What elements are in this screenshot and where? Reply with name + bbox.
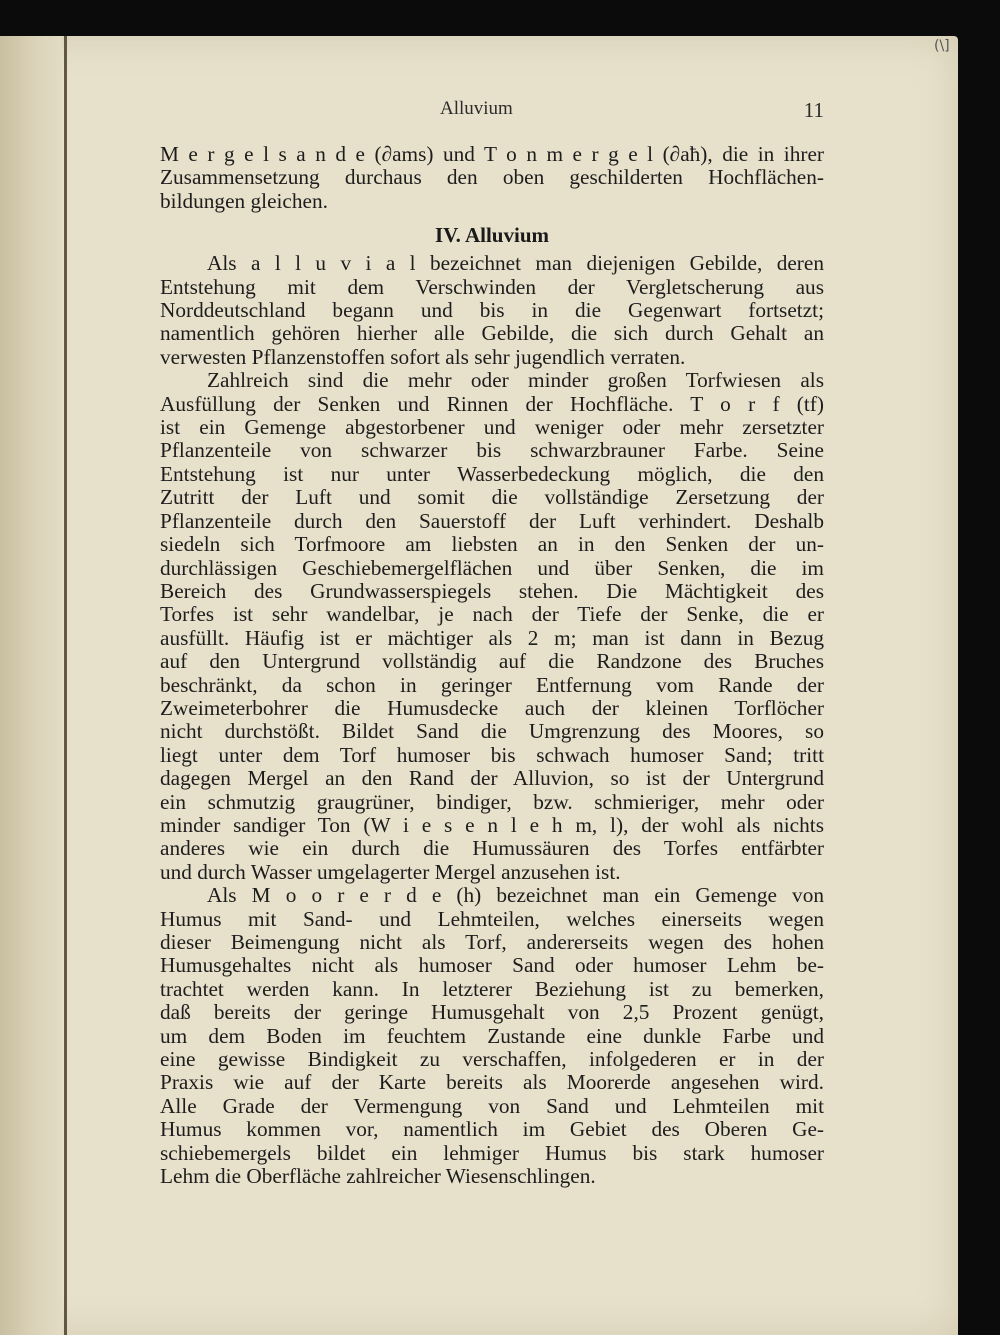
binding-edge [64,36,67,1335]
text-line: Als M o o r e r d e (h) bezeichnet man ein Gemenge von [207,883,824,908]
text-line: dagegen Mergel an den Rand der Alluvion, so ist der Untergrund [160,766,824,791]
text-line: beschränkt, da schon in geringer Entfernung vom Rande der [160,672,824,697]
text-line: Praxis wie auf der Karte bereits als Moorerde angesehen wird. [160,1070,824,1095]
page-header [160,98,824,122]
intro-text [160,143,824,213]
text-line: Humusgehaltes nicht als humoser Sand oder humoser Lehm be- [160,953,824,978]
text-line: liegt unter dem Torf humoser bis schwach humoser Sand; tritt [160,742,824,767]
text-line: trachtet werden kann. In letzterer Beziehung ist zu bemerken, [160,976,824,1001]
text-line: und durch Wasser umgelagerter Mergel anzusehen ist. [160,859,621,884]
text-line: Bereich des Grundwasserspiegels stehen. Die Mächtigkeit des [160,578,824,603]
paragraph [160,369,824,884]
corner-mark: (\] [934,38,950,54]
text-line: Pflanzenteile von schwarzer bis schwarzbrauner Farbe. Seine [160,438,824,463]
text-line: durchlässigen Geschiebemergelflächen und über Senken, die im [160,555,824,580]
text-line: bildungen gleichen. [160,188,328,213]
text-line: M e r g e l s a n d e (∂ams) und T o n m e r g e l (∂aħ), die in ihrer [160,142,824,166]
text-line: nicht durchstößt. Bildet Sand die Umgrenzung des Moores, so [160,719,824,744]
text-line: eine gewisse Bindigkeit zu verschaffen, infolgederen er in der [160,1047,824,1072]
page-content [160,143,824,1188]
running-title: Alluvium [440,98,513,119]
text-line: anderes wie ein durch die Humussäuren des Torfes entfärbter [160,836,824,861]
text-line: Torfes ist sehr wandelbar, je nach der Tiefe der Senke, die er [160,602,824,627]
text-line: ist ein Gemenge abgestorbener und weniger oder mehr zersetzter [160,415,824,440]
text-line: Pflanzenteile durch den Sauerstoff der Luft verhindert. Deshalb [160,508,824,533]
section-body [160,252,824,1188]
text-line: siedeln sich Torfmoore am liebsten an in den Senken der un- [160,532,824,557]
text-line: Alle Grade der Vermengung von Sand und Lehmteilen mit [160,1093,824,1118]
page-number: 11 [803,98,824,122]
text-line: dieser Beimengung nicht als Torf, andererseits wegen des hohen [160,930,824,954]
section-heading: IV. Alluvium [435,223,549,248]
text-line: Zutritt der Luft und somit die vollständige Zersetzung der [160,485,824,510]
text-line: Humus kommen vor, namentlich im Gebiet des Oberen Ge- [160,1117,824,1142]
book-page [0,36,958,1335]
book-gutter [0,36,62,1335]
text-line: Entstehung ist nur unter Wasserbedeckung möglich, die den [160,461,824,486]
text-line: verwesten Pflanzenstoffen sofort als sehr jugendlich verraten. [160,344,686,369]
text-line: Entstehung mit dem Verschwinden der Vergletscherung aus [160,274,824,299]
text-line: Zusammensetzung durchaus den oben geschilderten Hochflächen- [160,165,824,190]
text-line: Norddeutschland begann und bis in die Gegenwart fortsetzt; [160,298,824,323]
text-line: namentlich gehören hierher alle Gebilde, die sich durch Gehalt an [160,321,824,346]
text-line: Humus mit Sand- und Lehmteilen, welches einerseits wegen [160,906,824,931]
text-line: Lehm die Oberfläche zahlreicher Wiesenschlingen. [160,1164,596,1189]
text-line: ausfüllt. Häufig ist er mächtiger als 2 m; man ist dann in Bezug [160,625,824,650]
text-line: schiebemergels bildet ein lehmiger Humus bis stark humoser [160,1140,824,1165]
text-line: Zahlreich sind die mehr oder minder großen Torfwiesen als [207,368,824,393]
text-line: Als a l l u v i a l bezeichnet man diejenigen Gebilde, deren [207,251,824,276]
text-line: Zweimeterbohrer die Humusdecke auch der kleinen Torflöcher [160,695,824,720]
text-line: Ausfüllung der Senken und Rinnen der Hochfläche. T o r f (tf) [160,391,824,416]
text-line: ein schmutzig graugrüner, bindiger, bzw. schmieriger, mehr oder [160,789,824,814]
text-line: minder sandiger Ton (W i e s e n l e h m, l), der wohl als nichts [160,812,824,837]
paragraph [160,884,824,1188]
text-line: daß bereits der geringe Humusgehalt von 2,5 Prozent genügt, [160,1000,824,1025]
text-line: auf den Untergrund vollständig auf die Randzone des Bruches [160,649,824,674]
paragraph [160,252,824,369]
text-line: um dem Boden im feuchtem Zustande eine dunkle Farbe und [160,1023,824,1048]
paragraph [160,143,824,213]
